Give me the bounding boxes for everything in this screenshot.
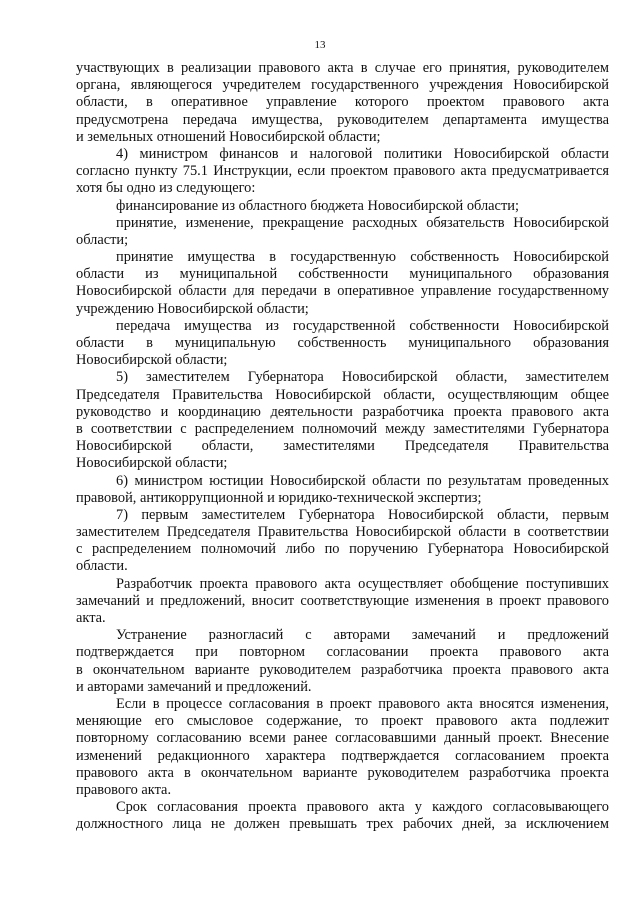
text-line: повторному согласованию всеми ранее согласовавшими данный проект. Внесение — [76, 730, 609, 747]
text-line: правовой, антикоррупционной и юридико-технической экспертиз; — [76, 489, 482, 506]
text-line: 5) заместителем Губернатора Новосибирской области, заместителем — [116, 369, 609, 386]
text-line: области из муниципальной собственности муниципального образования — [76, 266, 609, 283]
text-line: в окончательном варианте руководителем разработчика проекта правового акта — [76, 661, 609, 678]
text-line: в соответствии с распределением полномочий между заместителями Губернатора — [76, 420, 609, 437]
text-line: принятие имущества в государственную собственность Новосибирской — [116, 249, 609, 266]
text-line: Срок согласования проекта правового акта у каждого согласовывающего — [116, 799, 609, 816]
text-line: области. — [76, 558, 128, 575]
text-line: предусмотрена передача имущества, руководителем департамента имущества — [76, 111, 609, 128]
page-number: 13 — [314, 39, 326, 51]
text-line: руководство и координацию деятельности разработчика проекта правового акта — [76, 403, 609, 420]
text-line: и земельных отношений Новосибирской области; — [76, 128, 381, 145]
text-line: должностного лица не должен превышать трех рабочих дней, за исключением — [76, 816, 609, 833]
text-line: Устранение разногласий с авторами замечаний и предложений — [116, 627, 609, 644]
text-line: правового акта. — [76, 781, 172, 798]
text-line: области; — [76, 231, 129, 248]
text-line: согласно пункту 75.1 Инструкции, если проектом правового акта предусматривается — [76, 163, 609, 180]
text-line: Разработчик проекта правового акта осуществляет обобщение поступивших — [116, 575, 609, 592]
text-line: Новосибирской области; — [76, 352, 228, 369]
text-line: подтверждается при повторном согласовании проекта правового акта — [76, 644, 609, 661]
text-line: финансирование из областного бюджета Новосибирской области; — [116, 197, 519, 214]
text-line: передача имущества из государственной собственности Новосибирской — [116, 317, 609, 334]
text-line: участвующих в реализации правового акта в случае его принятия, руководителем — [76, 60, 609, 76]
text-line: Новосибирской области для передачи в оперативное управление государственному — [76, 283, 609, 300]
text-line: принятие, изменение, прекращение расходных обязательств Новосибирской — [116, 214, 609, 231]
text-line: меняющие его смысловое содержание, то проект правового акта подлежит — [76, 713, 609, 730]
text-line: акта. — [76, 610, 106, 626]
text-line: учреждению Новосибирской области; — [76, 300, 309, 317]
text-line: изменений редакционного характера подтверждается согласованием проекта — [76, 747, 609, 764]
text-line: Председателя Правительства Новосибирской области, осуществляющим общее — [76, 386, 609, 403]
text-line: Новосибирской области, заместителями Председателя Правительства — [76, 438, 609, 455]
text-line: 7) первым заместителем Губернатора Новосибирской области, первым — [116, 506, 609, 523]
text-line: замечаний и предложений, вносит соответствующие изменения в проект правового — [76, 592, 609, 609]
text-line: правового акта в окончательном варианте руководителем разработчика проекта — [76, 764, 609, 781]
document-body — [76, 60, 609, 833]
text-line: 4) министром финансов и налоговой политики Новосибирской области — [116, 145, 609, 162]
text-line: органа, являющегося учредителем государственного учреждения Новосибирской — [76, 77, 609, 94]
text-line: и авторами замечаний и предложений. — [76, 678, 312, 695]
text-line: Если в процессе согласования в проект правового акта вносятся изменения, — [116, 695, 609, 712]
text-line: хотя бы одно из следующего: — [76, 180, 256, 197]
text-line: области в муниципальную собственность муниципального образования — [76, 335, 609, 351]
text-line: Новосибирской области; — [76, 455, 228, 472]
text-line: с распределением полномочий либо по поручению Губернатора Новосибирской — [76, 541, 609, 558]
text-line: области, в оперативное управление которого проектом правового акта — [76, 94, 609, 111]
text-line: 6) министром юстиции Новосибирской области по результатам проведенных — [116, 472, 609, 489]
text-line: заместителем Председателя Правительства Новосибирской области в соответствии — [76, 524, 609, 541]
